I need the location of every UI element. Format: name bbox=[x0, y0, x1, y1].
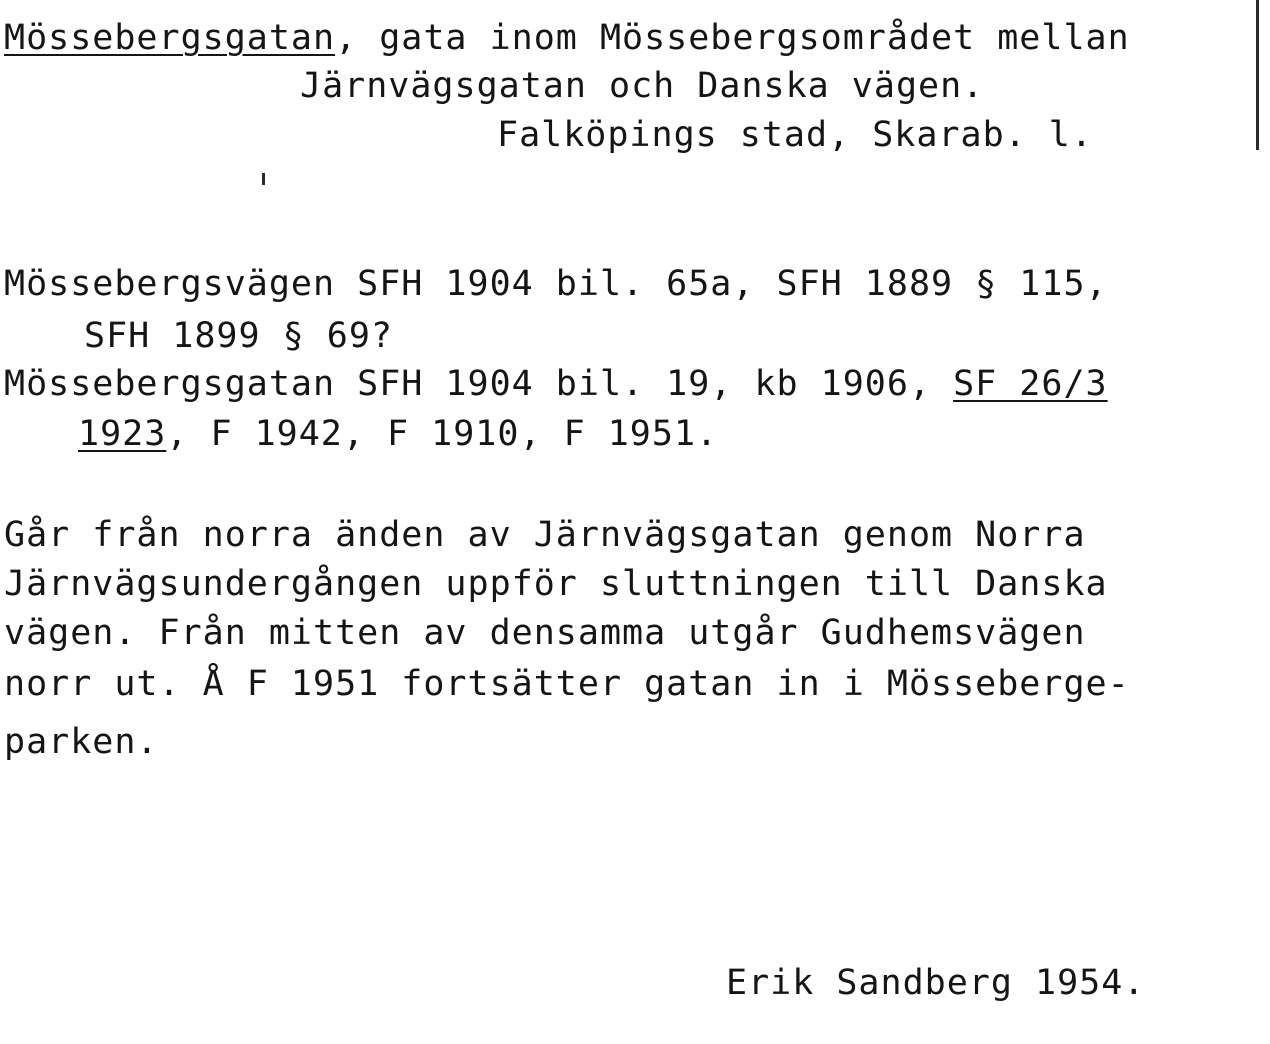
reference-line-3 bbox=[4, 364, 1108, 404]
description-line-1: Går från norra änden av Järnvägsgatan genom Norra bbox=[4, 515, 1086, 555]
reference-line-2: SFH 1899 § 69? bbox=[84, 316, 394, 356]
street-name: Mössebergsgatan bbox=[4, 18, 336, 58]
description-line-4: norr ut. Å F 1951 fortsätter gatan in i Mösseberge- bbox=[4, 664, 1130, 704]
reference-text: Mössebergsgatan SFH 1904 bil. 19, kb 1906, bbox=[4, 364, 954, 404]
description-line-2: Järnvägsundergången uppför sluttningen till Danska bbox=[4, 564, 1108, 604]
title-rest: , gata inom Mössebergsområdet mellan bbox=[335, 18, 1130, 58]
title-line-2: Järnvägsgatan och Danska vägen. bbox=[300, 66, 985, 106]
description-line-5: parken. bbox=[4, 722, 159, 762]
title-line bbox=[4, 18, 1130, 58]
card-edge-line bbox=[1256, 0, 1259, 150]
signature: Erik Sandberg 1954. bbox=[726, 963, 1146, 1003]
reference-text-2: , F 1942, F 1910, F 1951. bbox=[166, 414, 719, 454]
reference-line-1: Mössebergsvägen SFH 1904 bil. 65a, SFH 1889 § 115, bbox=[4, 264, 1108, 304]
reference-line-4 bbox=[78, 414, 718, 454]
reference-year-underlined: 1923 bbox=[78, 414, 167, 454]
location-line: Falköpings stad, Skarab. l. bbox=[497, 115, 1093, 155]
tick-mark bbox=[262, 173, 265, 185]
description-line-3: vägen. Från mitten av densamma utgår Gudhemsvägen bbox=[4, 613, 1086, 653]
reference-underlined: SF 26/3 bbox=[953, 364, 1108, 404]
